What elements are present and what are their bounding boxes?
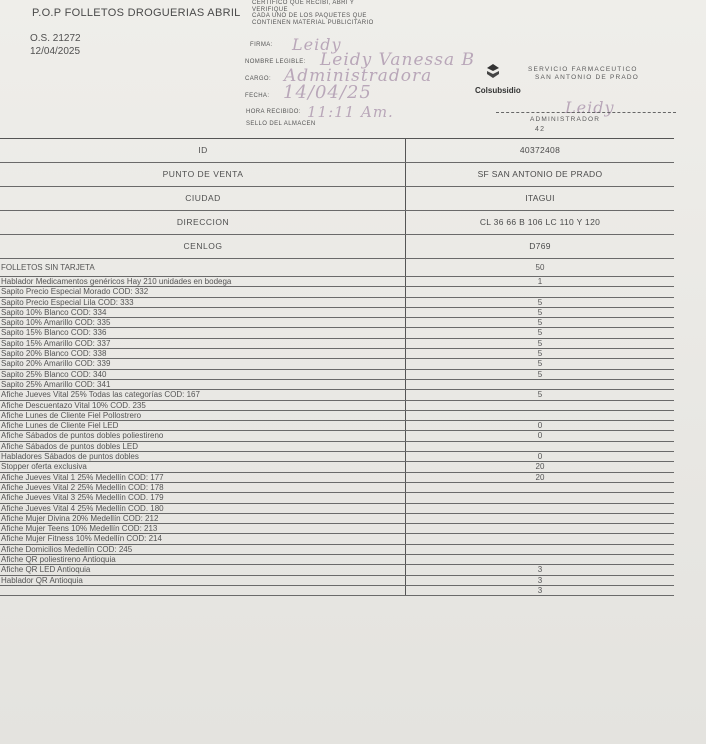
item-rows: [0, 277, 674, 596]
item-quantity: 5: [537, 297, 543, 307]
item-label: Afiche Sábados de puntos dobles LED: [0, 442, 406, 451]
item-label: Afiche Lunes de Cliente Fiel LED: [0, 421, 406, 430]
item-label: Stopper oferta exclusiva: [0, 462, 406, 471]
handwritten-signature: Leidy: [292, 35, 342, 54]
item-quantity: [406, 504, 674, 513]
table-row: [0, 442, 674, 452]
table-row: [0, 359, 674, 369]
item-label: Hablador Medicamentos genéricos Hay 210 unidades en bodega: [0, 277, 406, 286]
table-row: [0, 452, 674, 462]
item-label: Sapito Precio Especial Morado COD: 332: [0, 287, 406, 296]
delivery-table: [0, 138, 674, 596]
item-label: Afiche Jueves Vital 3 25% Medellín COD. 179: [0, 493, 406, 502]
item-label: Afiche Jueves Vital 2 25% Medellín COD: 178: [0, 483, 406, 492]
item-quantity: [406, 411, 674, 420]
item-label: Afiche Jueves Vital 25% Todas las categorías COD: 167: [0, 390, 406, 399]
item-quantity: [406, 401, 674, 410]
item-quantity: [406, 555, 674, 564]
table-row: [0, 328, 674, 338]
item-label: Habladores Sábados de puntos dobles: [0, 452, 406, 461]
certificate-line: CERTIFICO QUE RECIBI, ABRI Y: [252, 0, 355, 6]
handwritten-name: Leidy Vanessa B: [320, 50, 476, 70]
item-label: Afiche Jueves Vital 1 25% Medellín COD: 177: [0, 473, 406, 482]
table-row: [0, 576, 674, 586]
item-label: Sapito 10% Blanco COD: 334: [0, 308, 406, 317]
stamp-line: 42: [535, 126, 546, 133]
row-value: SF SAN ANTONIO DE PRADO: [477, 169, 603, 179]
row-value: D769: [529, 241, 551, 251]
row-value: CL 36 66 B 106 LC 110 Y 120: [479, 217, 601, 227]
item-quantity: 3: [537, 565, 543, 575]
table-row: [0, 524, 674, 534]
item-label: Afiche QR LED Antioquia: [0, 565, 406, 574]
table-row: [0, 308, 674, 318]
item-label: Sapito 25% Blanco COD: 340: [0, 370, 406, 379]
item-label: Afiche Sábados de puntos dobles poliestireno: [0, 431, 406, 440]
table-row: [0, 318, 674, 328]
table-row: [0, 339, 674, 349]
row-label: CIUDAD: [0, 187, 406, 210]
item-label: Sapito 20% Blanco COD: 338: [0, 349, 406, 358]
table-row: [0, 401, 674, 411]
table-row: [0, 259, 674, 277]
item-quantity: 1: [537, 277, 543, 286]
item-label: Afiche Mujer Divina 20% Medellín COD: 212: [0, 514, 406, 523]
order-number: O.S. 21272: [30, 33, 81, 44]
item-label: Afiche Mujer Fitness 10% Medellín COD: 214: [0, 534, 406, 543]
row-value: 40372408: [519, 145, 561, 155]
document-date: 12/04/2025: [30, 46, 81, 57]
table-row: [0, 380, 674, 390]
table-row: [0, 483, 674, 493]
item-quantity: 5: [537, 307, 543, 317]
item-quantity: [406, 442, 674, 451]
item-quantity: [406, 524, 674, 533]
item-quantity: 3: [537, 575, 543, 585]
table-row: [0, 187, 674, 211]
hora-label: HORA RECIBIDO:: [246, 109, 301, 115]
item-quantity: 5: [537, 318, 543, 328]
table-row: [0, 163, 674, 187]
item-quantity: 0: [537, 421, 543, 431]
table-row: [0, 473, 674, 483]
firma-label: FIRMA:: [250, 42, 273, 48]
table-row: [0, 235, 674, 259]
item-quantity: 5: [537, 369, 543, 379]
cargo-label: CARGO:: [245, 76, 272, 82]
row-label: FOLLETOS SIN TARJETA: [0, 259, 406, 276]
item-quantity: 20: [535, 462, 545, 472]
item-quantity: 0: [537, 452, 543, 462]
certificate-line: CADA UNO DE LOS PAQUETES QUE: [252, 13, 367, 19]
item-label: Sapito 15% Amarillo COD: 337: [0, 339, 406, 348]
certificate-line: CONTIENEN MATERIAL PUBLICITARIO: [252, 19, 374, 26]
table-row: [0, 287, 674, 297]
row-label: CENLOG: [0, 235, 406, 258]
stamp-line: SERVICIO FARMACEUTICO: [528, 66, 638, 73]
table-row: [0, 211, 674, 235]
colsubsidio-logo-icon: [487, 64, 499, 78]
item-label: Afiche Lunes de Cliente Fiel Pollostrero: [0, 411, 406, 420]
row-label: ID: [0, 139, 406, 162]
item-quantity: 3: [537, 585, 543, 595]
table-row: [0, 431, 674, 441]
stamp-line: ADMINISTRADOR: [530, 116, 601, 123]
item-quantity: [406, 380, 674, 389]
item-quantity: 5: [537, 328, 543, 338]
row-value: ITAGUI: [525, 193, 555, 203]
item-label: Hablador QR Antioquia: [0, 576, 406, 585]
item-quantity: 5: [537, 338, 543, 348]
item-quantity: 5: [537, 349, 543, 359]
table-row: [0, 421, 674, 431]
table-row: [0, 534, 674, 544]
handwritten-hora: 11:11 Am.: [307, 103, 394, 121]
item-quantity: 20: [535, 472, 545, 482]
item-label: Sapito 20% Amarillo COD: 339: [0, 359, 406, 368]
signature-line: [496, 112, 676, 113]
table-row: [0, 349, 674, 359]
item-label: Sapito 15% Blanco COD: 336: [0, 328, 406, 337]
item-quantity: [406, 493, 674, 502]
colsubsidio-logo-text: Colsubsidio: [475, 86, 521, 95]
item-label: Afiche Descuentazo Vital 10% COD. 235: [0, 401, 406, 410]
table-row: [0, 586, 674, 596]
table-row: [0, 370, 674, 380]
fecha-label: FECHA:: [245, 93, 270, 99]
row-label: PUNTO DE VENTA: [0, 163, 406, 186]
item-quantity: 5: [537, 359, 543, 369]
item-quantity: [406, 483, 674, 492]
item-label: Sapito 25% Amarillo COD: 341: [0, 380, 406, 389]
item-quantity: 5: [537, 390, 543, 400]
document-title: P.O.P FOLLETOS DROGUERIAS ABRIL: [32, 7, 241, 19]
table-row: [0, 411, 674, 421]
certificate-text: [252, 0, 374, 26]
handwritten-fecha: 14/04/25: [283, 82, 372, 103]
certificate-line: VERIFIQUE: [252, 6, 288, 13]
table-row: [0, 139, 674, 163]
row-value: 50: [535, 263, 545, 272]
item-quantity: [406, 545, 674, 554]
table-row: [0, 555, 674, 565]
item-quantity: [406, 534, 674, 543]
item-label: Afiche Mujer Teens 10% Medellín COD: 213: [0, 524, 406, 533]
item-label: Afiche Domicilios Medellín COD: 245: [0, 545, 406, 554]
nombre-label: NOMBRE LEGIBLE:: [245, 59, 306, 65]
handwritten-cargo: Administradora: [284, 66, 433, 86]
item-label: Afiche Jueves Vital 4 25% Medellín COD. 180: [0, 504, 406, 513]
handwritten-signature-2: Leidy: [565, 98, 615, 117]
sello-label: SELLO DEL ALMACEN: [246, 121, 316, 127]
item-quantity: 0: [537, 431, 543, 441]
item-label: Sapito Precio Especial Lila COD: 333: [0, 298, 406, 307]
table-row: [0, 493, 674, 503]
table-row: [0, 565, 674, 575]
table-row: [0, 390, 674, 400]
table-row: [0, 462, 674, 472]
table-row: [0, 504, 674, 514]
item-label: [0, 586, 406, 595]
row-label: DIRECCION: [0, 211, 406, 234]
item-label: Afiche QR poliestireno Antioquia: [0, 555, 406, 564]
item-label: Sapito 10% Amarillo COD: 335: [0, 318, 406, 327]
item-quantity: [406, 287, 674, 296]
stamp-line: SAN ANTONIO DE PRADO: [535, 74, 640, 81]
table-row: [0, 298, 674, 308]
table-row: [0, 277, 674, 287]
table-row: [0, 514, 674, 524]
item-quantity: [406, 514, 674, 523]
table-row: [0, 545, 674, 555]
